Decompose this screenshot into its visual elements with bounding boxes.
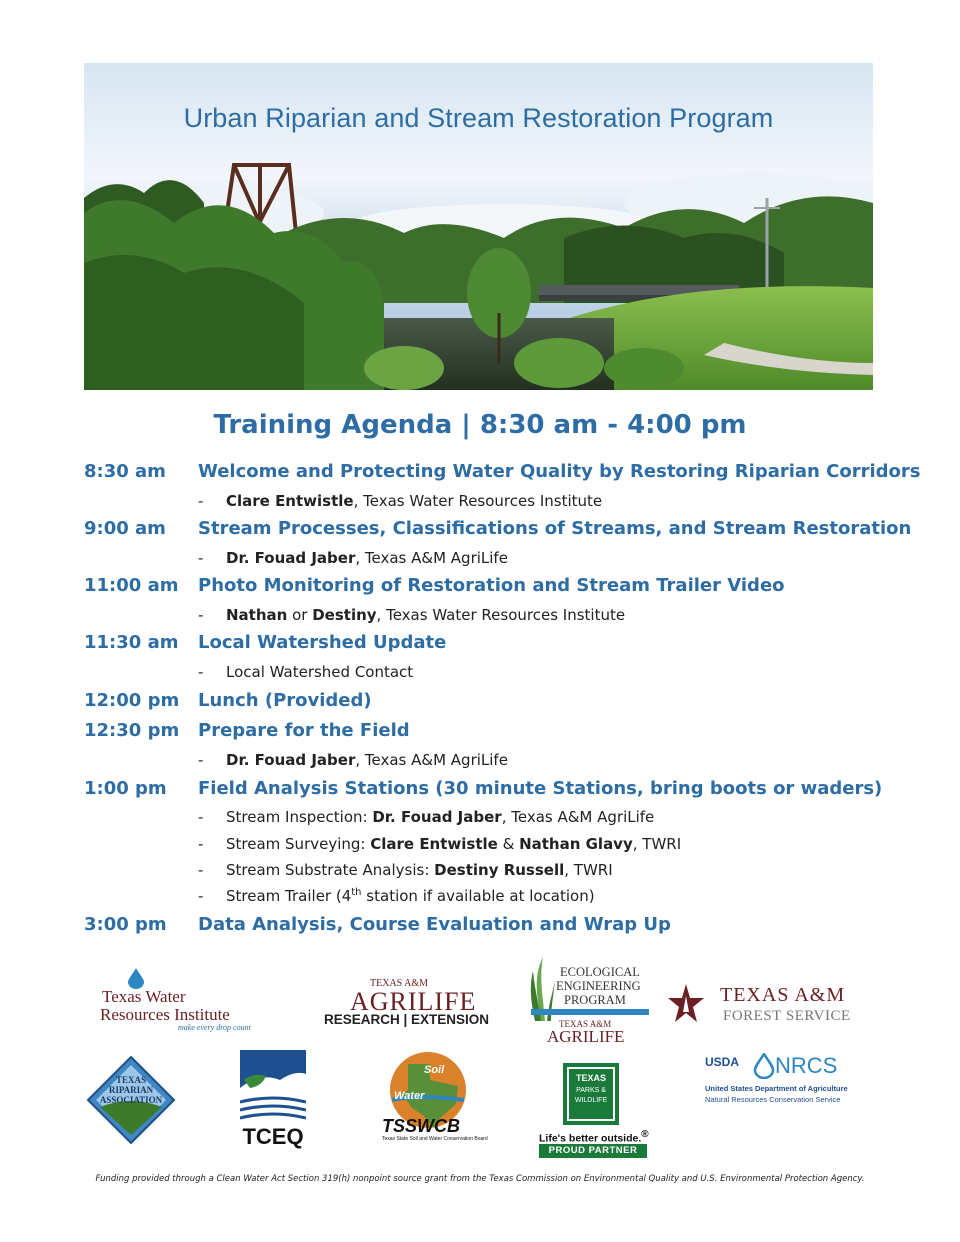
session-time: 12:00 pm bbox=[84, 690, 180, 711]
agenda-item bbox=[84, 778, 904, 806]
twri-logo: Texas Water Resources Institute make every drop count bbox=[98, 965, 273, 1035]
agenda-item bbox=[84, 461, 921, 489]
session-title: Stream Processes, Classifications of Streams, and Stream Restoration bbox=[198, 518, 912, 539]
session-title: Photo Monitoring of Restoration and Stream Trailer Video bbox=[198, 575, 785, 596]
session-time: 12:30 pm bbox=[84, 720, 180, 741]
program-title: Urban Riparian and Stream Restoration Program bbox=[183, 103, 774, 133]
speaker-affiliation: , Texas A&M AgriLife bbox=[355, 549, 508, 567]
nrcs-logo: USDA NRCS United States Department of Agriculture Natural Resources Conservation Service bbox=[705, 1053, 848, 1104]
session-time: 1:00 pm bbox=[84, 778, 167, 799]
agenda-item bbox=[84, 575, 904, 603]
session-title: Field Analysis Stations (30 minute Stations, bring boots or waders) bbox=[198, 778, 883, 799]
tra-logo: TEXAS RIPARIAN ASSOCIATION bbox=[86, 1055, 176, 1145]
agenda-item bbox=[84, 720, 904, 748]
eep-logo: ECOLOGICAL ENGINEERING PROGRAM TEXAS A&M AGRILIFE bbox=[527, 957, 652, 1047]
speaker-name: Dr. Fouad Jaber bbox=[226, 549, 356, 567]
tceq-emblem-icon bbox=[240, 1050, 306, 1124]
speaker-name: Clare Entwistle bbox=[226, 492, 354, 510]
agenda-item bbox=[84, 518, 912, 546]
tceq-logo: TCEQ bbox=[240, 1050, 306, 1152]
agenda-item bbox=[84, 690, 904, 718]
session-time: 11:30 am bbox=[84, 632, 179, 653]
speaker-name: Destiny bbox=[312, 606, 377, 624]
tamfs-logo: TEXAS A&M FOREST SERVICE bbox=[668, 980, 863, 1030]
session-time: 3:00 pm bbox=[84, 914, 167, 935]
banner-photo bbox=[84, 63, 873, 390]
session-title: Data Analysis, Course Evaluation and Wrap Up bbox=[198, 914, 671, 935]
speaker-name: Clare Entwistle bbox=[370, 835, 498, 853]
agrilife-logo: TEXAS A&M AGRILIFE RESEARCH | EXTENSION bbox=[324, 978, 490, 1027]
session-title: Lunch (Provided) bbox=[198, 690, 372, 711]
water-drop-icon bbox=[126, 967, 146, 989]
speaker-name: Nathan Glavy bbox=[519, 835, 633, 853]
session-title: Welcome and Protecting Water Quality by Restoring Riparian Corridors bbox=[198, 461, 921, 482]
speaker-name: Dr. Fouad Jaber bbox=[226, 751, 356, 769]
tsswcb-logo: Soil Water TSSWCB Texas State Soil and Water Conservation Board bbox=[378, 1050, 478, 1146]
speaker-name: Nathan bbox=[226, 606, 288, 624]
speaker-affiliation: , Texas Water Resources Institute bbox=[376, 606, 626, 624]
water-drop-icon bbox=[753, 1053, 775, 1079]
session-time: 11:00 am bbox=[84, 575, 179, 596]
speaker-affiliation: , Texas A&M AgriLife bbox=[355, 751, 508, 769]
agenda-title: Training Agenda | 8:30 am - 4:00 pm bbox=[213, 410, 747, 440]
session-time: 9:00 am bbox=[84, 518, 166, 539]
session-title: Prepare for the Field bbox=[198, 720, 410, 741]
agenda-item bbox=[84, 632, 904, 660]
agenda-item bbox=[84, 914, 904, 942]
speaker-name: Dr. Fouad Jaber bbox=[372, 808, 502, 826]
water-line bbox=[531, 1009, 649, 1015]
star-icon bbox=[668, 982, 704, 1026]
session-title: Local Watershed Update bbox=[198, 632, 447, 653]
funding-note: Funding provided through a Clean Water Act Section 319(h) nonpoint source grant from the Texas Commission on Environmental Quality and U.S. Environmental Protection Agency. bbox=[95, 1174, 865, 1184]
speaker-affiliation: , Texas Water Resources Institute bbox=[353, 492, 603, 510]
tpwd-logo: TEXAS PARKS & WILDLIFE Life's better outside.® PROUD PARTNER bbox=[537, 1063, 649, 1158]
session-time: 8:30 am bbox=[84, 461, 166, 482]
speaker-name: Destiny Russell bbox=[434, 861, 565, 879]
